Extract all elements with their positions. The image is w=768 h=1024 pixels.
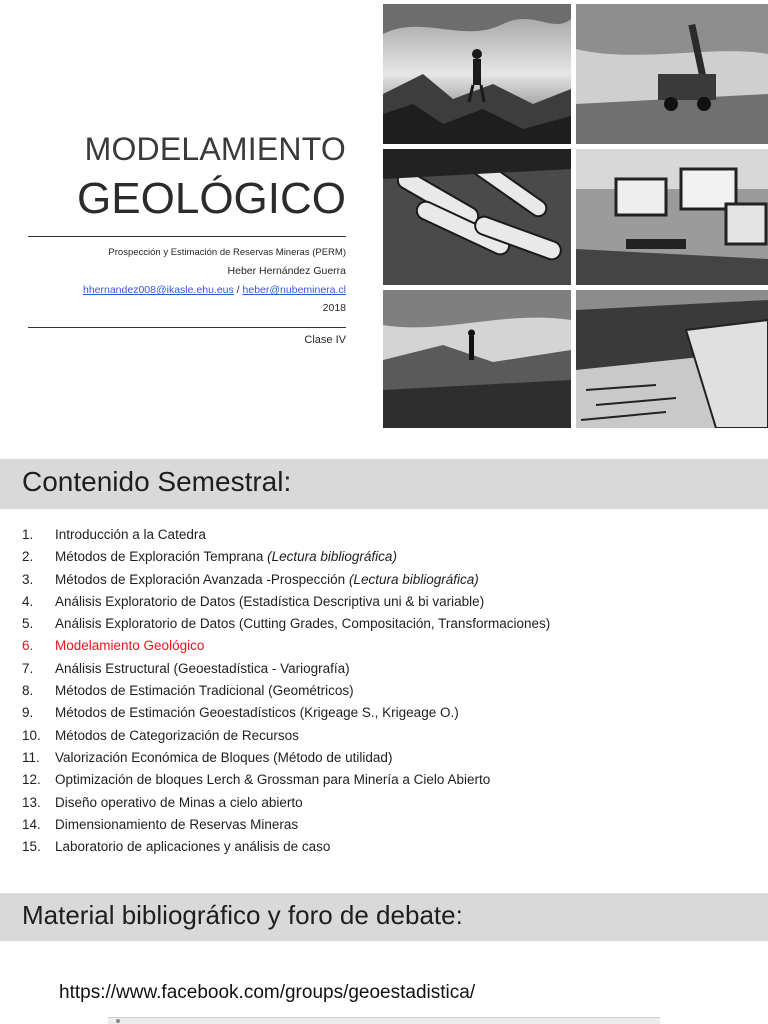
list-item-text bbox=[55, 702, 459, 724]
list-item-text bbox=[55, 814, 298, 836]
list-item-number: 3. bbox=[22, 571, 34, 587]
list-item bbox=[22, 613, 762, 635]
list-item-number: 10. bbox=[22, 727, 41, 743]
list-item-label: Análisis Exploratorio de Datos (Estadística Descriptiva uni & bi variable) bbox=[55, 593, 485, 609]
title-line-1: MODELAMIENTO bbox=[84, 131, 346, 167]
list-item-number: 15. bbox=[22, 839, 41, 855]
photo-geologist-on-outcrop bbox=[383, 4, 571, 144]
list-item-text bbox=[55, 747, 392, 769]
list-item-note: (Lectura bibliográfica) bbox=[267, 549, 397, 565]
list-item bbox=[22, 792, 762, 814]
list-item-number: 7. bbox=[22, 660, 34, 676]
list-item-number: 2. bbox=[22, 549, 34, 565]
title-line-2: GEOLÓGICO bbox=[77, 174, 346, 223]
list-item bbox=[22, 680, 762, 702]
list-item-label: Valorización Económica de Bloques (Método de utilidad) bbox=[55, 749, 393, 765]
list-item bbox=[22, 546, 762, 568]
facebook-group-link[interactable]: https://www.facebook.com/groups/geoestadistica/ bbox=[59, 982, 476, 1003]
list-item-text bbox=[55, 591, 484, 613]
list-item bbox=[22, 702, 762, 724]
course-content-list bbox=[22, 524, 762, 858]
list-item-label: Análisis Exploratorio de Datos (Cutting Grades, Compositación, Transformaciones) bbox=[55, 616, 551, 632]
list-item-label: Introducción a la Catedra bbox=[55, 527, 206, 542]
list-item-number: 6. bbox=[22, 638, 34, 654]
list-item-label: Métodos de Estimación Tradicional (Geométricos) bbox=[55, 683, 354, 699]
contenido-heading: Contenido Semestral: bbox=[22, 466, 292, 497]
list-item-number: 11. bbox=[22, 749, 40, 765]
list-item bbox=[22, 769, 762, 791]
year: 2018 bbox=[322, 302, 346, 314]
list-item bbox=[22, 569, 762, 591]
divider bbox=[28, 327, 346, 328]
email-separator: / bbox=[233, 284, 243, 296]
list-item bbox=[22, 814, 762, 836]
list-item-label: Dimensionamiento de Reservas Mineras bbox=[55, 816, 299, 832]
list-item-text bbox=[55, 769, 490, 791]
list-item-text bbox=[55, 635, 204, 657]
photo-person-at-mountain-site bbox=[383, 290, 571, 428]
list-item-number: 14. bbox=[22, 816, 41, 832]
list-item-text bbox=[55, 792, 303, 814]
list-item-label: Diseño operativo de Minas a cielo abierto bbox=[55, 794, 303, 810]
list-item bbox=[22, 524, 762, 546]
list-item-text bbox=[55, 569, 479, 591]
photo-drill-core-boxes bbox=[383, 149, 571, 285]
list-item bbox=[22, 635, 762, 657]
list-item-text bbox=[55, 680, 354, 702]
course-name: Prospección y Estimación de Reservas Mineras (PERM) bbox=[108, 247, 346, 258]
list-item-number: 5. bbox=[22, 616, 34, 632]
list-item-text bbox=[55, 524, 206, 546]
list-item-text bbox=[55, 658, 350, 680]
cropped-browser-strip bbox=[108, 1017, 660, 1024]
class-number: Clase IV bbox=[304, 334, 346, 346]
list-item-number: 13. bbox=[22, 794, 41, 810]
list-item bbox=[22, 747, 762, 769]
list-item-number: 4. bbox=[22, 593, 34, 609]
list-item-label: Análisis Estructural (Geoestadística - Variografía) bbox=[55, 660, 350, 676]
list-item bbox=[22, 658, 762, 680]
title-block bbox=[0, 0, 380, 440]
list-item-number: 12. bbox=[22, 772, 41, 788]
list-item-label: Métodos de Exploración Avanzada -Prospección bbox=[55, 571, 349, 587]
list-item bbox=[22, 725, 762, 747]
list-item-number: 1. bbox=[22, 527, 34, 542]
list-item-text bbox=[55, 546, 397, 568]
list-item bbox=[22, 836, 762, 858]
list-item-note: (Lectura bibliográfica) bbox=[348, 571, 479, 587]
list-item-label: Optimización de bloques Lerch & Grossman para Minería a Cielo Abierto bbox=[55, 772, 491, 788]
contenido-header bbox=[0, 459, 768, 509]
list-item-label: Laboratorio de aplicaciones y análisis de caso bbox=[55, 839, 331, 855]
email-link-ehu[interactable]: hhernandez008@ikasle.ehu.eus bbox=[82, 284, 234, 296]
list-item-text bbox=[55, 836, 330, 858]
material-heading: Material bibliográfico y foro de debate: bbox=[22, 900, 463, 930]
list-item-label: Métodos de Estimación Geoestadísticos (Krigeage S., Krigeage O.) bbox=[55, 705, 459, 721]
photo-core-tray bbox=[576, 290, 768, 428]
list-item-number: 9. bbox=[22, 705, 34, 721]
list-item bbox=[22, 591, 762, 613]
material-header bbox=[0, 893, 768, 941]
list-item-text bbox=[55, 725, 299, 747]
photo-drill-rig bbox=[576, 4, 768, 144]
photo-computer-workstations bbox=[576, 149, 768, 285]
divider bbox=[28, 236, 346, 237]
email-link-nubeminera[interactable]: heber@nubeminera.cl bbox=[242, 284, 346, 296]
author-name: Heber Hernández Guerra bbox=[227, 265, 346, 277]
list-item-text bbox=[55, 613, 550, 635]
list-item-label: Métodos de Categorización de Recursos bbox=[55, 727, 299, 743]
list-item-label: Modelamiento Geológico bbox=[55, 638, 205, 654]
list-item-number: 8. bbox=[22, 683, 34, 699]
contact-emails bbox=[83, 284, 346, 296]
list-item-label: Métodos de Exploración Temprana bbox=[55, 549, 268, 565]
